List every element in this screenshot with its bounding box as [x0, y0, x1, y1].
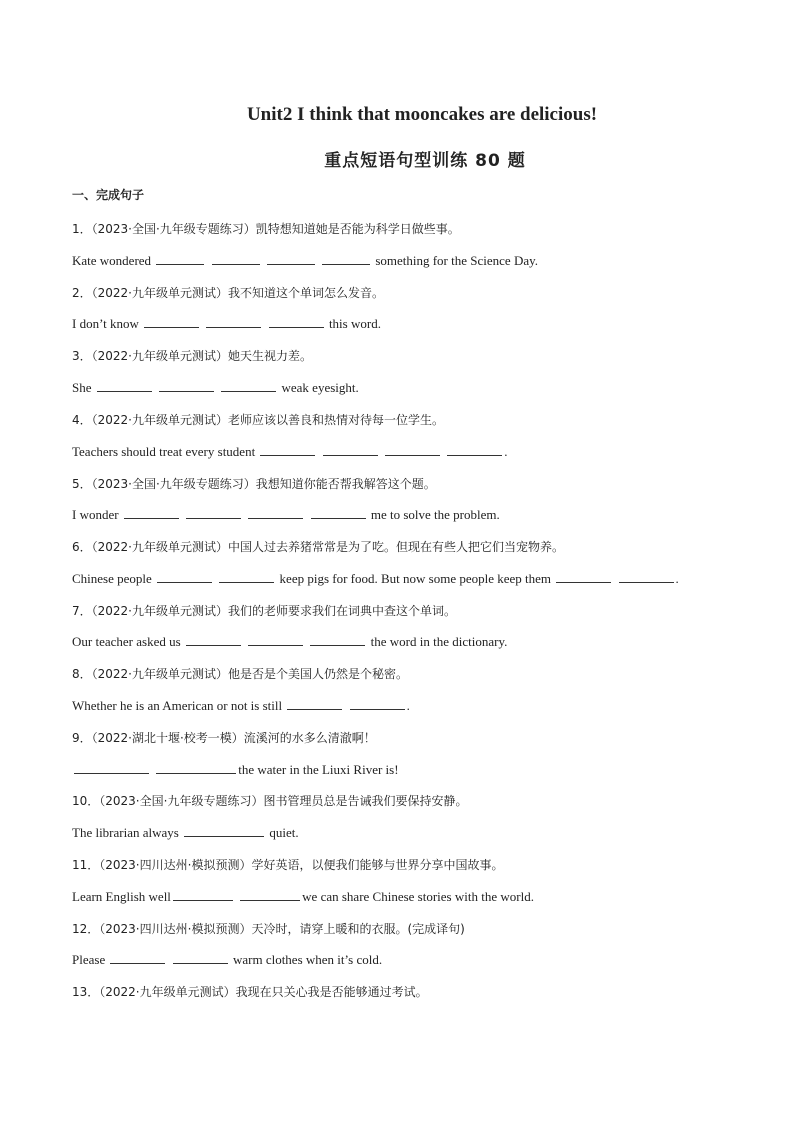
question-3: 3．（2022·九年级单元测试）她天生视力差。	[72, 349, 312, 363]
question-11: 11．（2023·四川达州·模拟预测）学好英语，以便我们能够与世界分享中国故事。	[72, 858, 504, 872]
question-6: 6．（2022·九年级单元测试）中国人过去养猪常常是为了吃。但现在有些人把它们当宠物养。	[72, 540, 564, 554]
answer-line-2	[72, 315, 381, 332]
answer-suffix: .	[406, 698, 410, 713]
blank[interactable]	[323, 443, 378, 456]
answer-prefix: Chinese people	[72, 571, 152, 586]
blank[interactable]	[97, 379, 152, 392]
section-heading: 一、完成句子	[72, 188, 145, 202]
answer-prefix: Whether he is an American or not is still	[72, 698, 283, 713]
answer-prefix: The librarian always	[72, 825, 179, 840]
blank[interactable]	[619, 570, 674, 583]
blank[interactable]	[310, 633, 365, 646]
page-subtitle: 重点短语句型训练 80 题	[324, 151, 526, 171]
blank[interactable]	[124, 506, 179, 519]
blank[interactable]	[240, 888, 300, 901]
answer-line-7	[72, 633, 507, 650]
answer-suffix: warm clothes when it’s cold.	[232, 952, 383, 967]
question-8: 8．（2022·九年级单元测试）他是否是个美国人仍然是个秘密。	[72, 667, 408, 681]
question-13: 13．（2022·九年级单元测试）我现在只关心我是否能够通过考试。	[72, 985, 428, 999]
question-9: 9．（2022·湖北十堰·校考一模）流溪河的水多么清澈啊！	[72, 731, 376, 745]
blank[interactable]	[157, 570, 212, 583]
answer-suffix: me to solve the problem.	[370, 507, 500, 522]
answer-suffix: quiet.	[269, 825, 299, 840]
blank[interactable]	[221, 379, 276, 392]
answer-suffix: something for the Science Day.	[375, 253, 539, 268]
blank[interactable]	[156, 761, 236, 774]
answer-line-6	[72, 570, 679, 587]
blank[interactable]	[212, 252, 260, 265]
blank[interactable]	[267, 252, 315, 265]
question-5: 5．（2023·全国·九年级专题练习）我想知道你能否帮我解答这个题。	[72, 477, 436, 491]
answer-prefix: She	[72, 380, 92, 395]
answer-suffix: .	[504, 444, 508, 459]
answer-line-10	[72, 824, 299, 841]
answer-prefix: Learn English well	[72, 889, 171, 904]
answer-prefix: Please	[72, 952, 106, 967]
blank[interactable]	[260, 443, 315, 456]
blank[interactable]	[447, 443, 502, 456]
answer-suffix: .	[675, 571, 679, 586]
blank[interactable]	[173, 951, 228, 964]
answer-suffix: this word.	[328, 316, 381, 331]
question-2: 2．（2022·九年级单元测试）我不知道这个单词怎么发音。	[72, 286, 384, 300]
answer-line-8	[72, 697, 410, 714]
blank[interactable]	[74, 761, 149, 774]
blank[interactable]	[186, 633, 241, 646]
question-12: 12．（2023·四川达州·模拟预测）天冷时，请穿上暖和的衣服。(完成译句)	[72, 922, 465, 936]
blank[interactable]	[110, 951, 165, 964]
answer-middle: keep pigs for food. But now some people keep them	[279, 571, 552, 586]
blank[interactable]	[556, 570, 611, 583]
blank[interactable]	[184, 824, 264, 837]
answer-prefix: I wonder	[72, 507, 119, 522]
blank[interactable]	[322, 252, 370, 265]
question-4: 4．（2022·九年级单元测试）老师应该以善良和热情对待每一位学生。	[72, 413, 444, 427]
blank[interactable]	[159, 379, 214, 392]
blank[interactable]	[248, 506, 303, 519]
answer-prefix: Our teacher asked us	[72, 634, 181, 649]
answer-suffix: the water in the Liuxi River is!	[238, 762, 399, 777]
blank[interactable]	[144, 315, 199, 328]
blank[interactable]	[186, 506, 241, 519]
answer-line-5	[72, 506, 500, 523]
question-1: 1．（2023·全国·九年级专题练习）凯特想知道她是否能为科学日做些事。	[72, 222, 460, 236]
page-title: Unit2 I think that mooncakes are delicious!	[246, 104, 598, 125]
blank[interactable]	[269, 315, 324, 328]
answer-line-12	[72, 951, 382, 968]
blank[interactable]	[287, 697, 342, 710]
answer-prefix: Teachers should treat every student	[72, 444, 256, 459]
answer-prefix: I don’t know	[72, 316, 139, 331]
blank[interactable]	[206, 315, 261, 328]
blank[interactable]	[173, 888, 233, 901]
answer-suffix: we can share Chinese stories with the world.	[302, 889, 534, 904]
answer-line-11	[72, 888, 534, 905]
question-7: 7．（2022·九年级单元测试）我们的老师要求我们在词典中查这个单词。	[72, 604, 456, 618]
blank[interactable]	[385, 443, 440, 456]
answer-line-1	[72, 252, 538, 269]
blank[interactable]	[311, 506, 366, 519]
answer-suffix: weak eyesight.	[281, 380, 359, 395]
answer-suffix: the word in the dictionary.	[370, 634, 508, 649]
answer-line-9	[72, 761, 399, 778]
blank[interactable]	[248, 633, 303, 646]
blank[interactable]	[219, 570, 274, 583]
blank[interactable]	[156, 252, 204, 265]
question-10: 10．（2023·全国·九年级专题练习）图书管理员总是告诫我们要保持安静。	[72, 794, 468, 808]
answer-line-3	[72, 379, 359, 396]
answer-prefix: Kate wondered	[72, 253, 152, 268]
answer-line-4	[72, 443, 507, 460]
blank[interactable]	[350, 697, 405, 710]
